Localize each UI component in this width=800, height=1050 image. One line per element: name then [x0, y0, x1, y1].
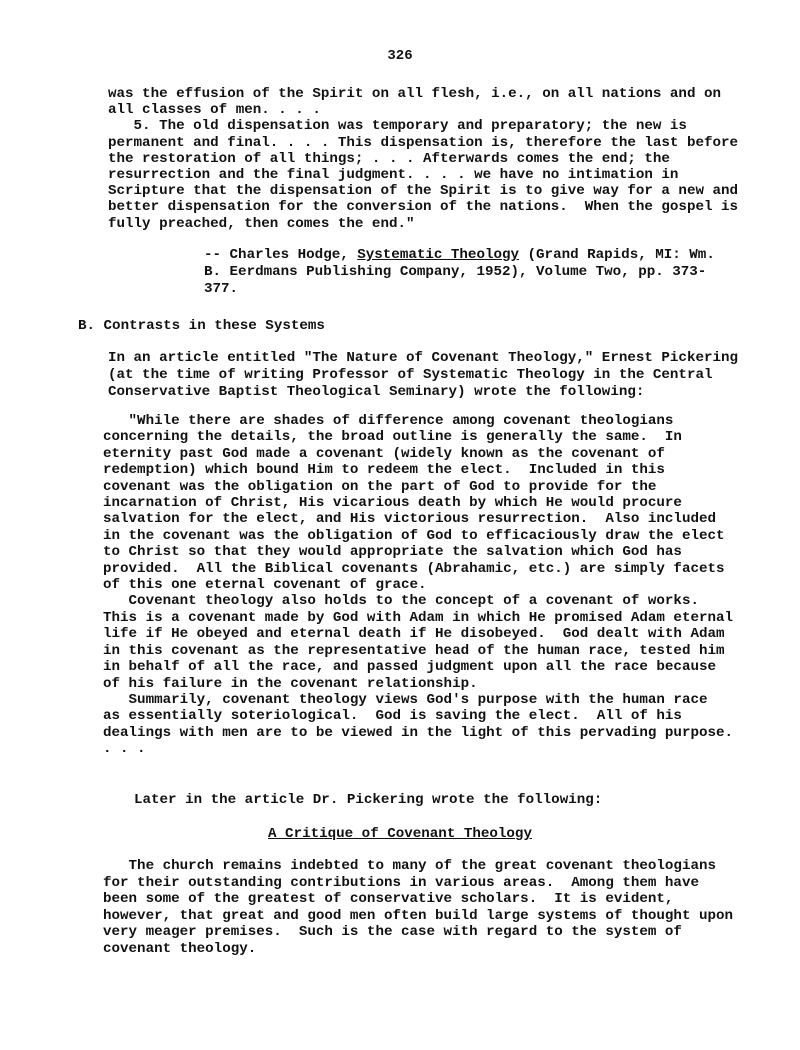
text-line: concerning the details, the broad outline is generally the same. In: [103, 429, 682, 446]
text-line: in behalf of all the race, and passed judgment upon all the race because: [103, 659, 716, 676]
citation-line: [204, 247, 764, 264]
section-heading-text: B. Contrasts in these Systems: [78, 318, 325, 334]
text-line: redemption) which bound Him to redeem the elect. Included in this: [103, 462, 665, 479]
citation-line: 377.: [204, 281, 239, 297]
text-line: fully preached, then comes the end.": [108, 215, 415, 232]
text-line: very meager premises. Such is the case with regard to the system of: [103, 924, 682, 941]
text-line: all classes of men. . . .: [108, 102, 321, 119]
text-line: dealings with men are to be viewed in the light of this pervading purpose.: [103, 724, 734, 741]
text-line: Summarily, covenant theology views God's purpose with the human race: [103, 691, 708, 708]
page-number: 326: [387, 48, 413, 64]
critique-paragraph: [103, 858, 773, 958]
citation-line: B. Eerdmans Publishing Company, 1952), Volume Two, pp. 373-: [204, 264, 707, 280]
text-line: In an article entitled "The Nature of Covenant Theology," Ernest Pickering: [108, 350, 739, 366]
section-heading: [78, 318, 325, 335]
text-line: in the covenant was the obligation of God to efficaciously draw the elect: [103, 527, 725, 544]
intro-paragraph: [108, 350, 768, 401]
text-line: permanent and final. . . . This dispensation is, therefore the last before: [108, 134, 739, 151]
text-line: the restoration of all things; . . . Afterwards comes the end; the: [108, 150, 670, 167]
text-line: was the effusion of the Spirit on all flesh, i.e., on all nations and on: [108, 86, 721, 102]
text-line: in this covenant as the representative head of the human race, tested him: [103, 642, 725, 659]
text-line: resurrection and the final judgment. . . . we have no intimation in: [108, 167, 679, 184]
text-line: covenant theology.: [103, 940, 257, 957]
text-line: . . .: [103, 741, 146, 758]
pickering-quote: [103, 413, 773, 758]
citation-publisher: (Grand Rapids, MI: Wm.: [519, 247, 715, 263]
later-paragraph: [134, 792, 602, 809]
text-line: (at the time of writing Professor of Systematic Theology in the Central: [108, 367, 713, 383]
text-line: salvation for the elect, and His victorious resurrection. Also included: [103, 511, 716, 528]
text-line: "While there are shades of difference among covenant theologians: [103, 413, 674, 429]
hodge-quote: [108, 86, 768, 232]
text-line: of his failure in the covenant relationship.: [103, 675, 478, 692]
text-line: been some of the greatest of conservative scholars. It is evident,: [103, 891, 674, 908]
text-line: Scripture that the dispensation of the Spirit is to give way for a new and: [108, 183, 739, 200]
text-line: to Christ so that they would appropriate the salvation which God has: [103, 544, 682, 561]
text-line: however, that great and good men often build large systems of thought upon: [103, 907, 734, 924]
text-line: Covenant theology also holds to the concept of a covenant of works.: [103, 593, 699, 610]
citation: [204, 247, 764, 298]
text-line: covenant was the obligation on the part of God to provide for the: [103, 478, 657, 495]
text-line: for their outstanding contributions in various areas. Among them have: [103, 874, 699, 891]
text-line: provided. All the Biblical covenants (Abrahamic, etc.) are simply facets: [103, 560, 725, 577]
text-line: incarnation of Christ, His vicarious death by which He would procure: [103, 495, 682, 512]
critique-title: A Critique of Covenant Theology: [268, 826, 532, 842]
text-line: as essentially soteriological. God is saving the elect. All of his: [103, 708, 682, 725]
text-line: The church remains indebted to many of the great covenant theologians: [103, 858, 716, 874]
text-line: life if He obeyed and eternal death if He disobeyed. God dealt with Adam: [103, 626, 725, 643]
text-line: better dispensation for the conversion of the nations. When the gospel is: [108, 199, 739, 216]
text-line: This is a covenant made by God with Adam in which He promised Adam eternal: [103, 609, 734, 626]
citation-book-title: Systematic Theology: [357, 247, 520, 263]
text-line: eternity past God made a covenant (widely known as the covenant of: [103, 445, 665, 462]
text-line: Later in the article Dr. Pickering wrote the following:: [134, 792, 603, 808]
text-line: Conservative Baptist Theological Seminary) wrote the following:: [108, 384, 645, 400]
text-line: of this one eternal covenant of grace.: [103, 577, 427, 594]
citation-prefix: -- Charles Hodge,: [204, 247, 358, 263]
text-line: 5. The old dispensation was temporary and preparatory; the new is: [108, 118, 687, 135]
